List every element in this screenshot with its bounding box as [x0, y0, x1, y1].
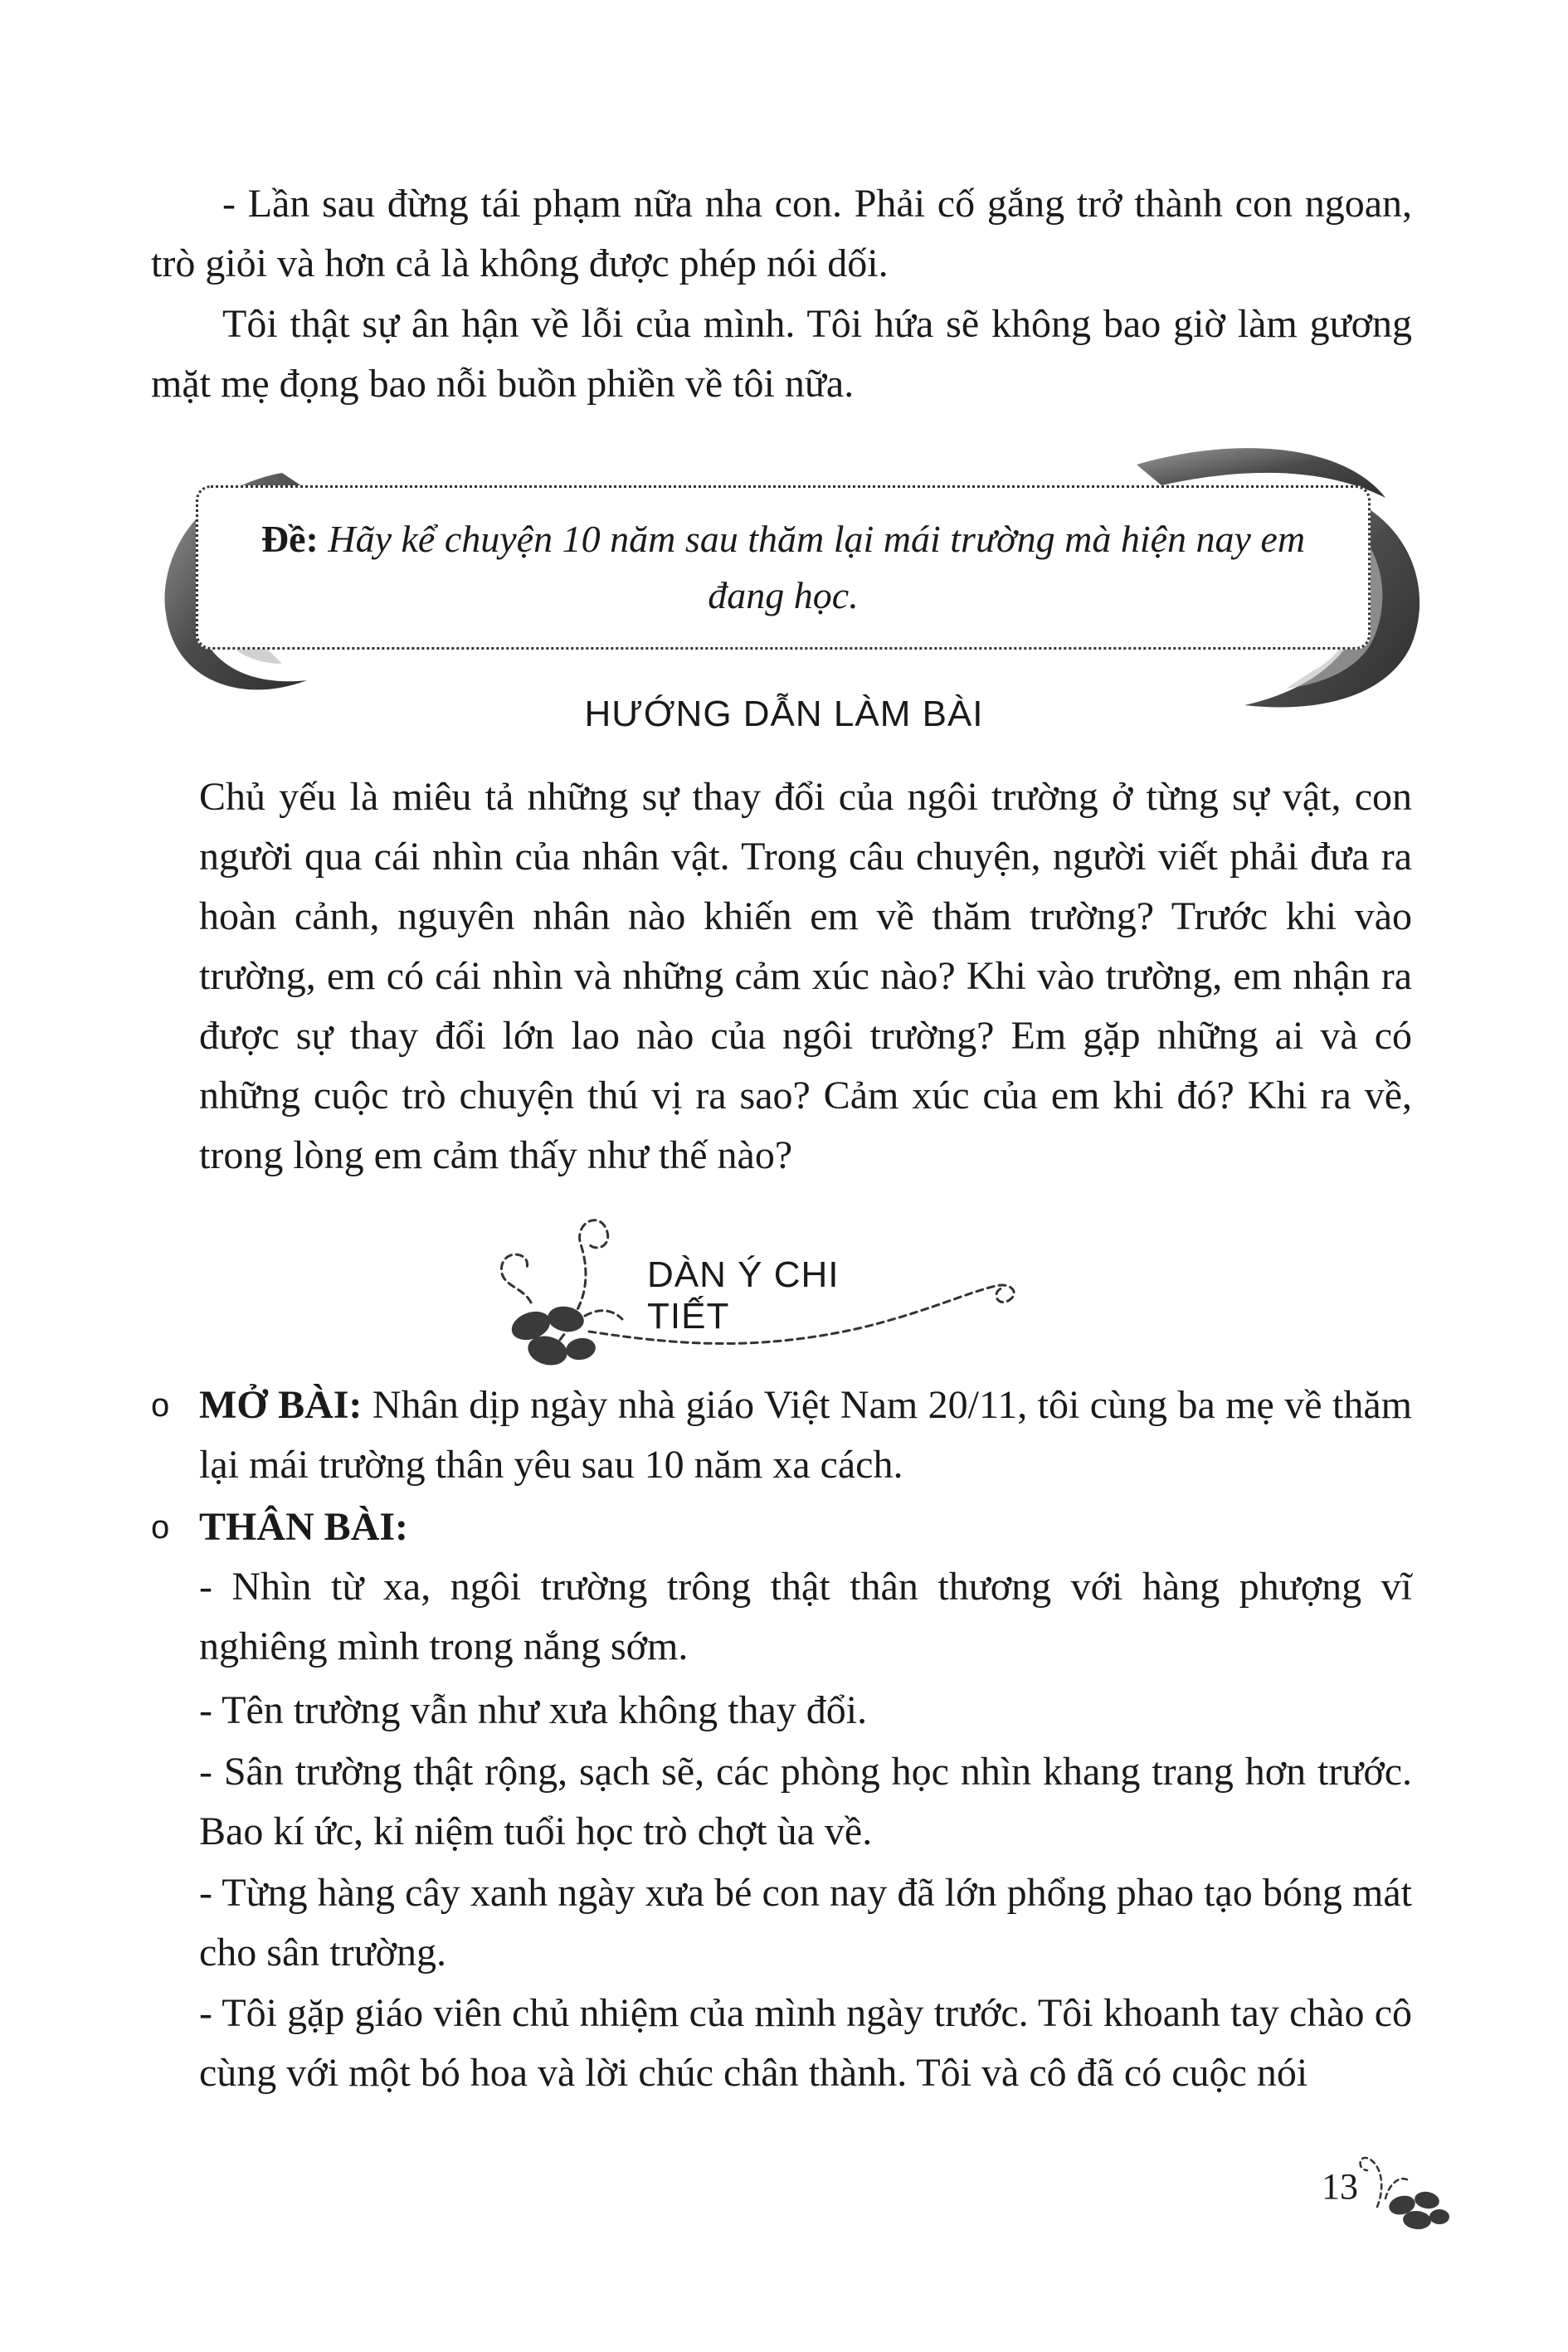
bullet-marker: o: [151, 1387, 170, 1424]
mo-bai-label: MỞ BÀI:: [199, 1383, 363, 1427]
outline-heading: DÀN Ý CHI TIẾT: [647, 1254, 840, 1337]
than-bai-point: - Từng hàng cây xanh ngày xưa bé con nay đã lớn phổng phao tạo bóng mát cho sân trường.: [199, 1871, 1412, 1975]
regret-paragraph: Tôi thật sự ân hận về lỗi của mình. Tôi hứa sẽ không bao giờ làm gương mặt mẹ đọng bao nỗi buồn phiền về tôi nữa.: [151, 302, 1412, 406]
guide-paragraph: Chủ yếu là miêu tả những sự thay đổi của ngôi trường ở từng sự vật, con người qua cái nhìn của nhân vật. Trong câu chuyện, người viết phải đưa ra hoàn cảnh, nguyên nhân nào khiến em về thăm trường? Trước khi vào trường, em có cái nhìn và những cảm xúc nào? Khi vào trường, em nhận ra được sự thay đổi lớn lao nào của ngôi trường? Em gặp những ai và có những cuộc trò chuyện thú vị ra sao? Cảm xúc của em khi đó? Khi ra về, trong lòng em cảm thấy như thế nào?: [199, 775, 1412, 1177]
page-flower-decoration: [1352, 2140, 1460, 2232]
than-bai-content: [199, 1497, 1412, 1557]
page-number: 13: [1322, 2166, 1358, 2207]
mo-bai-content: [199, 1376, 1412, 1495]
than-bai-point: - Sân trường thật rộng, sạch sẽ, các phòng học nhìn khang trang hơn trước. Bao kí ức, kỉ niệm tuổi học trò chợt ùa về.: [199, 1750, 1412, 1853]
prompt-box: [196, 485, 1371, 650]
bullet-marker: o: [151, 1509, 170, 1546]
prompt-content: [231, 511, 1335, 624]
prompt-label: Đề:: [261, 518, 319, 560]
than-bai-point: - Tôi gặp giáo viên chủ nhiệm của mình ngày trước. Tôi khoanh tay chào cô cùng với một bó hoa và lời chúc chân thành. Tôi và cô đã có cuộc nói: [199, 1991, 1412, 2095]
than-bai-point: - Tên trường vẫn như xưa không thay đổi.: [199, 1688, 868, 1732]
than-bai-point: - Nhìn từ xa, ngôi trường trông thật thân thương với hàng phượng vĩ nghiêng mình trong nắng sớm.: [199, 1565, 1412, 1668]
dialogue-paragraph: - Lần sau đừng tái phạm nữa nha con. Phải cố gắng trở thành con ngoan, trò giỏi và hơn cả là không được phép nói dối.: [151, 182, 1412, 285]
than-bai-label: THÂN BÀI:: [199, 1505, 409, 1549]
prompt-text: Hãy kể chuyện 10 năm sau thăm lại mái trường mà hiện nay em đang học.: [328, 518, 1306, 616]
guide-heading: HƯỚNG DẪN LÀM BÀI: [584, 694, 984, 734]
mo-bai-text: Nhân dịp ngày nhà giáo Việt Nam 20/11, tôi cùng ba mẹ về thăm lại mái trường thân yêu sau 10 năm xa cách.: [199, 1383, 1413, 1487]
